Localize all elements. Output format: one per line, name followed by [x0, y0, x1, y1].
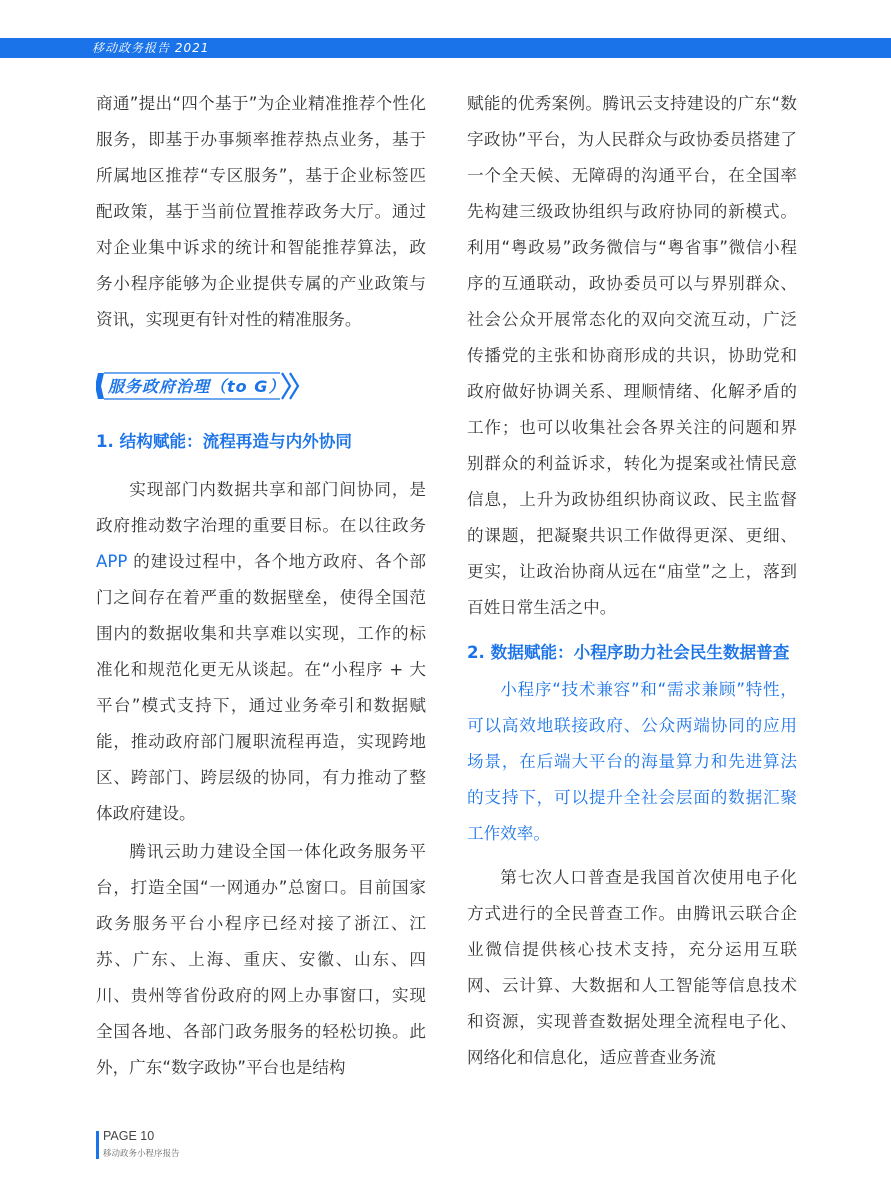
- right-column: [467, 86, 797, 1076]
- highlight-paragraph: 小程序“技术兼容”和“需求兼顾”特性，可以高效地联接政府、公众两端协同的应用场景，在后端大平台的海量算力和先进算法的支持下，可以提升全社会层面的数据汇聚工作效率。: [467, 680, 797, 843]
- right-paragraph-1: 赋能的优秀案例。腾讯云支持建设的广东“数字政协”平台，为人民群众与政协委员搭建了一个全天候、无障碍的沟通平台，在全国率先构建三级政协组织与政府协同的新模式。利用“粤政易”政务微信与“粤省事”微信小程序的互通联动，政协委员可以与界别群众、社会公众开展常态化的双向交流互动，广泛传播党的主张和协商形成的共识，协助党和政府做好协调关系、理顺情绪、化解矛盾的工作；也可以收集社会各界关注的问题和界别群众的利益诉求，转化为提案或社情民意信息，上升为政协组织协商议政、民主监督的课题，把凝聚共识工作做得更深、更细、更实，让政治协商从远在“庙堂”之上，落到百姓日常生活之中。: [467, 94, 797, 617]
- section-heading-2: 2. 数据赋能：小程序助力社会民生数据普查: [467, 643, 790, 662]
- left-paragraph-2: [96, 472, 426, 832]
- p2-text-a: 实现部门内数据共享和部门间协同，是政府推动数字治理的重要目标。在以往政务: [96, 480, 426, 535]
- right-paragraph-2: 第七次人口普查是我国首次使用电子化方式进行的全民普查工作。由腾讯云联合企业微信提供核心技术支持，充分运用互联网、云计算、大数据和人工智能等信息技术和资源，实现普查数据处理全流程电子化、网络化和信息化，适应普查业务流: [467, 868, 797, 1067]
- header-bar: [0, 38, 891, 58]
- page-number: PAGE 10: [103, 1129, 155, 1143]
- app-term: APP: [96, 552, 128, 571]
- footer-subtitle: 移动政务小程序报告: [103, 1149, 180, 1159]
- left-paragraph-3: 腾讯云助力建设全国一体化政务服务平台，打造全国“一网通办”总窗口。目前国家政务服务平台小程序已经对接了浙江、江苏、广东、上海、重庆、安徽、山东、四川、贵州等省份政府的网上办事窗口，实现全国各地、各部门政务服务的轻松切换。此外，广东“数字政协”平台也是结构: [96, 842, 426, 1077]
- section-heading-1: 1. 结构赋能：流程再造与内外协同: [96, 432, 352, 451]
- section-banner: [96, 369, 426, 405]
- banner-title: 服务政府治理（to G）: [108, 377, 286, 396]
- header-title: 移动政务报告 2021: [92, 41, 210, 55]
- footer-accent-bar: [96, 1131, 99, 1159]
- p2-text-b: 的建设过程中，各个地方政府、各个部门之间存在着严重的数据壁垒，使得全国范围内的数据收集和共享难以实现，工作的标准化和规范化更无从谈起。在“小程序 + 大平台”模式支持下，通过业务牵引和数据赋能，推动政府部门履职流程再造，实现跨地区、跨部门、跨层级的协同，有力推动了整体政府建设。: [96, 552, 426, 823]
- left-column: [96, 86, 426, 1086]
- left-paragraph-1: 商通”提出“四个基于”为企业精准推荐个性化服务，即基于办事频率推荐热点业务，基于所属地区推荐“专区服务”，基于企业标签匹配政策，基于当前位置推荐政务大厅。通过对企业集中诉求的统计和智能推荐算法，政务小程序能够为企业提供专属的产业政策与资讯，实现更有针对性的精准服务。: [96, 94, 426, 329]
